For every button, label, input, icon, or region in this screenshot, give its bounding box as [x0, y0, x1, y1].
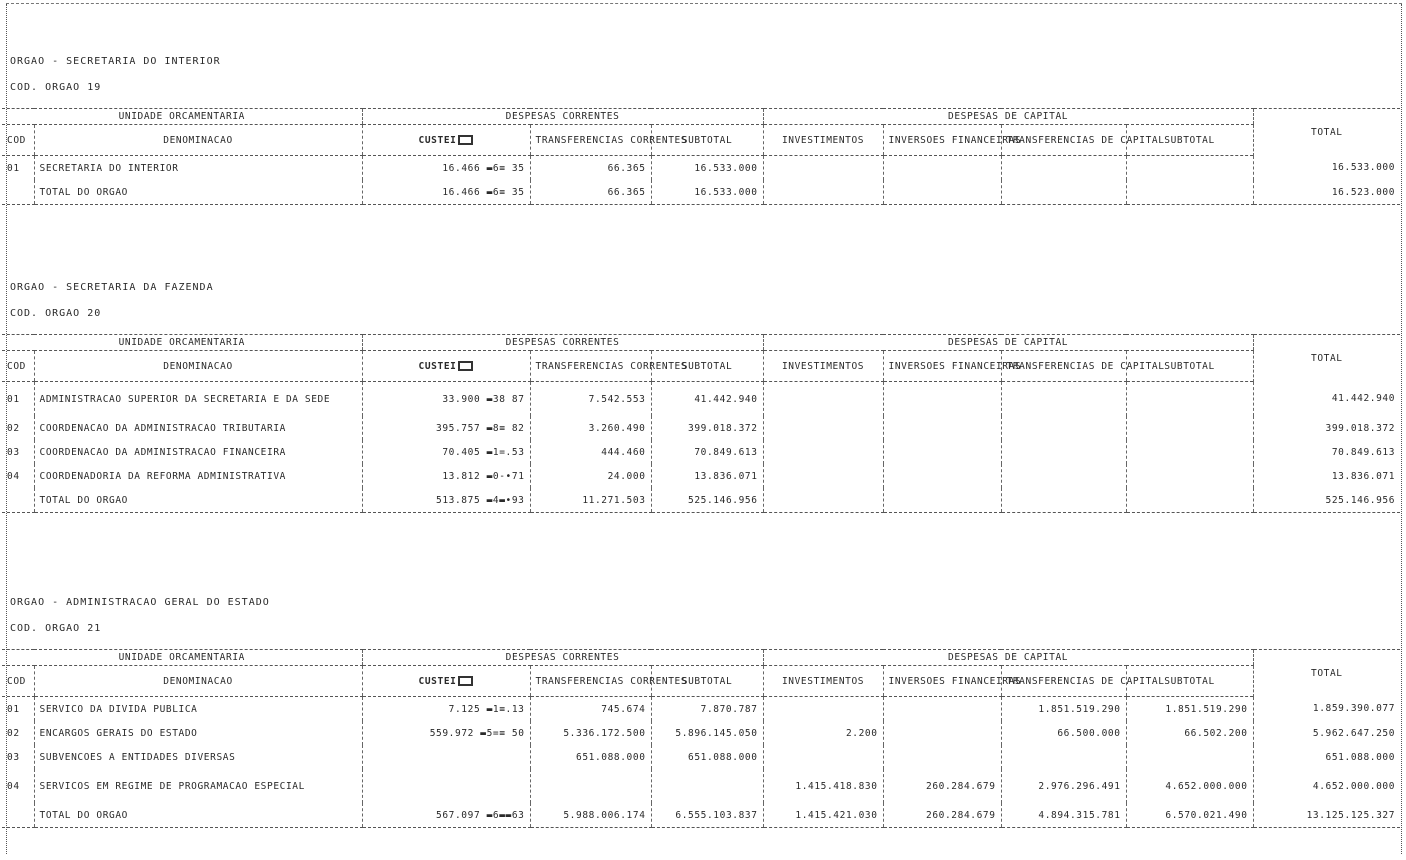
- row-denominacao: SUBVENCOES A ENTIDADES DIVERSAS: [34, 745, 362, 769]
- row-custeio: 33.900 ▬38 87: [362, 382, 530, 417]
- row-denominacao: COORDENACAO DA ADMINISTRACAO TRIBUTARIA: [34, 416, 362, 440]
- row-cod: 02: [7, 422, 20, 434]
- row-denominacao: COORDENADORIA DA REFORMA ADMINISTRATIVA: [34, 464, 362, 488]
- row-total: 13.836.071: [1253, 464, 1400, 488]
- header-cod: COD: [2, 666, 34, 697]
- row-transf: 651.088.000: [530, 745, 651, 769]
- table-row: [2, 769, 1400, 803]
- row-subtotal-cap: [1126, 416, 1253, 440]
- row-subtotal: 5.896.145.050: [651, 721, 763, 745]
- row-total: 651.088.000: [1253, 745, 1400, 769]
- total-row: [2, 803, 1400, 828]
- total-row: [2, 180, 1400, 205]
- row-subtotal: 13.836.071: [651, 464, 763, 488]
- header-investimentos: INVESTIMENTOS: [763, 351, 883, 382]
- row-subtotal: 70.849.613: [651, 440, 763, 464]
- total-inversoes: [883, 180, 1001, 205]
- row-transf: 745.674: [530, 697, 651, 722]
- budget-table: [2, 108, 1400, 205]
- row-transf: [530, 769, 651, 803]
- total-row-label: TOTAL DO ORGAO: [34, 803, 362, 828]
- total-transf-cap: [1001, 488, 1126, 513]
- header-row-columns: [2, 351, 1400, 382]
- row-inversoes: [883, 721, 1001, 745]
- right-margin-line: [1401, 4, 1402, 854]
- row-inversoes: [883, 440, 1001, 464]
- row-subtotal: 7.870.787: [651, 697, 763, 722]
- row-transf-cap: 1.851.519.290: [1001, 697, 1126, 722]
- total-invest: [763, 180, 883, 205]
- row-transf: 3.260.490: [530, 416, 651, 440]
- row-transf: 444.460: [530, 440, 651, 464]
- orgao-code: COD. ORGAO 19: [10, 82, 102, 93]
- header-despesas-correntes: DESPESAS CORRENTES: [362, 109, 763, 125]
- orgao-code: COD. ORGAO 21: [10, 623, 102, 634]
- header-unidade: UNIDADE ORCAMENTARIA: [2, 335, 362, 351]
- header-subtotal: SUBTOTAL: [651, 351, 763, 382]
- row-subtotal: [651, 769, 763, 803]
- header-transf-capital: TRANSFERENCIAS DE CAPITAL: [1001, 125, 1126, 156]
- row-inversoes: [883, 464, 1001, 488]
- row-invest: [763, 416, 883, 440]
- header-unidade: UNIDADE ORCAMENTARIA: [2, 109, 362, 125]
- header-investimentos: INVESTIMENTOS: [763, 666, 883, 697]
- total-custeio: 513.875 ▬4▬•93: [362, 488, 530, 513]
- header-investimentos: INVESTIMENTOS: [763, 125, 883, 156]
- header-denominacao: DENOMINACAO: [34, 666, 362, 697]
- header-subtotal: SUBTOTAL: [651, 125, 763, 156]
- header-inversoes: INVERSOES FINANCEIRAS: [883, 125, 1001, 156]
- row-transf: 24.000: [530, 464, 651, 488]
- header-total: TOTAL: [1253, 335, 1400, 382]
- header-transf-capital: TRANSFERENCIAS DE CAPITAL: [1001, 666, 1126, 697]
- total-row-spacer: [2, 803, 34, 828]
- total-total: 525.146.956: [1253, 488, 1400, 513]
- header-inversoes: INVERSOES FINANCEIRAS: [883, 351, 1001, 382]
- row-cod: 01: [7, 393, 20, 405]
- row-subtotal-cap: 1.851.519.290: [1126, 697, 1253, 722]
- row-custeio: 559.972 ▬5=≡ 50: [362, 721, 530, 745]
- table-row: [2, 745, 1400, 769]
- row-transf-cap: 66.500.000: [1001, 721, 1126, 745]
- table-row: [2, 440, 1400, 464]
- table-row: [2, 382, 1400, 417]
- row-transf-cap: [1001, 464, 1126, 488]
- total-subtotal-cap: [1126, 488, 1253, 513]
- row-total: 70.849.613: [1253, 440, 1400, 464]
- total-row-label: TOTAL DO ORGAO: [34, 180, 362, 205]
- total-total: 13.125.125.327: [1253, 803, 1400, 828]
- budget-table: [2, 334, 1400, 513]
- row-transf-cap: [1001, 382, 1126, 417]
- row-custeio: 70.405 ▬1=.53: [362, 440, 530, 464]
- row-invest: 2.200: [763, 721, 883, 745]
- row-cod: 03: [7, 751, 20, 763]
- total-transf: 66.365: [530, 180, 651, 205]
- orgao-title: ORGAO - SECRETARIA DO INTERIOR: [10, 56, 221, 67]
- row-custeio: 16.466 ▬6≡ 35: [362, 156, 530, 181]
- row-invest: [763, 464, 883, 488]
- table-row: [2, 721, 1400, 745]
- row-total: 5.962.647.250: [1253, 721, 1400, 745]
- total-custeio: 567.097 ▬6▬▬63: [362, 803, 530, 828]
- row-subtotal-cap: [1126, 745, 1253, 769]
- row-custeio: 13.812 ▬0‐•71: [362, 464, 530, 488]
- row-subtotal-cap: 66.502.200: [1126, 721, 1253, 745]
- row-subtotal-cap: [1126, 440, 1253, 464]
- header-transf-correntes: TRANSFERENCIAS CORRENTES: [530, 125, 651, 156]
- row-total: 16.533.000: [1253, 156, 1400, 181]
- row-custeio: 7.125 ▬1≡.13: [362, 697, 530, 722]
- total-row-spacer: [2, 488, 34, 513]
- row-subtotal: 16.533.000: [651, 156, 763, 181]
- header-cod: COD: [2, 125, 34, 156]
- row-custeio: 395.757 ▬8≡ 82: [362, 416, 530, 440]
- row-invest: [763, 440, 883, 464]
- total-subtotal-cap: [1126, 180, 1253, 205]
- header-custeio: [362, 351, 530, 382]
- header-subtotal-capital: SUBTOTAL: [1126, 125, 1253, 156]
- row-inversoes: [883, 745, 1001, 769]
- header-row-columns: [2, 125, 1400, 156]
- row-subtotal: 41.442.940: [651, 382, 763, 417]
- row-invest: [763, 156, 883, 181]
- row-total: 1.859.390.077: [1253, 697, 1400, 722]
- row-transf: 5.336.172.500: [530, 721, 651, 745]
- orgao-title: ORGAO - ADMINISTRACAO GERAL DO ESTADO: [10, 597, 270, 608]
- row-subtotal-cap: [1126, 464, 1253, 488]
- row-cod: 01: [7, 703, 20, 715]
- total-subtotal: 525.146.956: [651, 488, 763, 513]
- row-cod: 01: [7, 162, 20, 174]
- row-transf-cap: [1001, 745, 1126, 769]
- header-row-groups: [2, 335, 1400, 351]
- header-unidade: UNIDADE ORCAMENTARIA: [2, 650, 362, 666]
- row-custeio: [362, 769, 530, 803]
- total-row: [2, 488, 1400, 513]
- total-custeio: 16.466 ▬6≡ 35: [362, 180, 530, 205]
- row-custeio: [362, 745, 530, 769]
- row-inversoes: [883, 697, 1001, 722]
- row-cod: 02: [7, 727, 20, 739]
- table-row: [2, 156, 1400, 181]
- row-transf-cap: [1001, 416, 1126, 440]
- row-subtotal-cap: [1126, 156, 1253, 181]
- custeio-box-mark: [458, 676, 473, 686]
- row-transf: 66.365: [530, 156, 651, 181]
- row-denominacao: SECRETARIA DO INTERIOR: [34, 156, 362, 181]
- row-invest: [763, 382, 883, 417]
- header-denominacao: DENOMINACAO: [34, 351, 362, 382]
- header-total: TOTAL: [1253, 109, 1400, 156]
- total-total: 16.523.000: [1253, 180, 1400, 205]
- header-subtotal-capital: SUBTOTAL: [1126, 666, 1253, 697]
- row-denominacao: SERVICO DA DIVIDA PUBLICA: [34, 697, 362, 722]
- total-row-label: TOTAL DO ORGAO: [34, 488, 362, 513]
- header-inversoes: INVERSOES FINANCEIRAS: [883, 666, 1001, 697]
- row-transf-cap: [1001, 156, 1126, 181]
- total-inversoes: 260.284.679: [883, 803, 1001, 828]
- row-invest: [763, 697, 883, 722]
- total-transf: 5.988.006.174: [530, 803, 651, 828]
- row-inversoes: [883, 416, 1001, 440]
- header-despesas-capital: DESPESAS DE CAPITAL: [763, 335, 1253, 351]
- orgao-code: COD. ORGAO 20: [10, 308, 102, 319]
- page-top-border: [6, 3, 1402, 4]
- total-transf-cap: [1001, 180, 1126, 205]
- header-despesas-capital: DESPESAS DE CAPITAL: [763, 109, 1253, 125]
- row-subtotal: 399.018.372: [651, 416, 763, 440]
- row-transf-cap: [1001, 440, 1126, 464]
- row-denominacao: SERVICOS EM REGIME DE PROGRAMACAO ESPECIAL: [34, 769, 362, 803]
- row-cod: 04: [7, 470, 20, 482]
- header-row-groups: [2, 650, 1400, 666]
- total-inversoes: [883, 488, 1001, 513]
- budget-table: [2, 649, 1400, 828]
- row-total: 4.652.000.000: [1253, 769, 1400, 803]
- custeio-box-mark: [458, 361, 473, 371]
- header-transf-capital: TRANSFERENCIAS DE CAPITAL: [1001, 351, 1126, 382]
- header-denominacao: DENOMINACAO: [34, 125, 362, 156]
- row-inversoes: [883, 382, 1001, 417]
- row-subtotal-cap: [1126, 382, 1253, 417]
- custeio-box-mark: [458, 135, 473, 145]
- header-subtotal-capital: SUBTOTAL: [1126, 351, 1253, 382]
- orgao-title: ORGAO - SECRETARIA DA FAZENDA: [10, 282, 214, 293]
- row-invest: 1.415.418.830: [763, 769, 883, 803]
- header-despesas-capital: DESPESAS DE CAPITAL: [763, 650, 1253, 666]
- header-custeio-label: CUSTEI: [418, 675, 457, 687]
- total-subtotal: 16.533.000: [651, 180, 763, 205]
- header-row-groups: [2, 109, 1400, 125]
- row-invest: [763, 745, 883, 769]
- row-denominacao: ADMINISTRACAO SUPERIOR DA SECRETARIA E DA SEDE: [34, 382, 362, 417]
- row-total: 399.018.372: [1253, 416, 1400, 440]
- row-inversoes: 260.284.679: [883, 769, 1001, 803]
- row-denominacao: COORDENACAO DA ADMINISTRACAO FINANCEIRA: [34, 440, 362, 464]
- row-transf: 7.542.553: [530, 382, 651, 417]
- row-subtotal: 651.088.000: [651, 745, 763, 769]
- total-subtotal: 6.555.103.837: [651, 803, 763, 828]
- header-transf-correntes: TRANSFERENCIAS CORRENTES: [530, 351, 651, 382]
- table-row: [2, 697, 1400, 722]
- total-transf: 11.271.503: [530, 488, 651, 513]
- header-transf-correntes: TRANSFERENCIAS CORRENTES: [530, 666, 651, 697]
- table-row: [2, 464, 1400, 488]
- header-custeio: [362, 666, 530, 697]
- row-cod: 03: [7, 446, 20, 458]
- total-invest: [763, 488, 883, 513]
- header-custeio: [362, 125, 530, 156]
- header-subtotal: SUBTOTAL: [651, 666, 763, 697]
- row-transf-cap: 2.976.296.491: [1001, 769, 1126, 803]
- header-custeio-label: CUSTEI: [418, 360, 457, 372]
- row-total: 41.442.940: [1253, 382, 1400, 417]
- row-inversoes: [883, 156, 1001, 181]
- header-despesas-correntes: DESPESAS CORRENTES: [362, 650, 763, 666]
- row-denominacao: ENCARGOS GERAIS DO ESTADO: [34, 721, 362, 745]
- header-cod: COD: [2, 351, 34, 382]
- header-despesas-correntes: DESPESAS CORRENTES: [362, 335, 763, 351]
- total-transf-cap: 4.894.315.781: [1001, 803, 1126, 828]
- header-total: TOTAL: [1253, 650, 1400, 697]
- header-row-columns: [2, 666, 1400, 697]
- row-cod: 04: [7, 780, 20, 792]
- table-row: [2, 416, 1400, 440]
- total-subtotal-cap: 6.570.021.490: [1126, 803, 1253, 828]
- row-subtotal-cap: 4.652.000.000: [1126, 769, 1253, 803]
- total-invest: 1.415.421.030: [763, 803, 883, 828]
- total-row-spacer: [2, 180, 34, 205]
- header-custeio-label: CUSTEI: [418, 134, 457, 146]
